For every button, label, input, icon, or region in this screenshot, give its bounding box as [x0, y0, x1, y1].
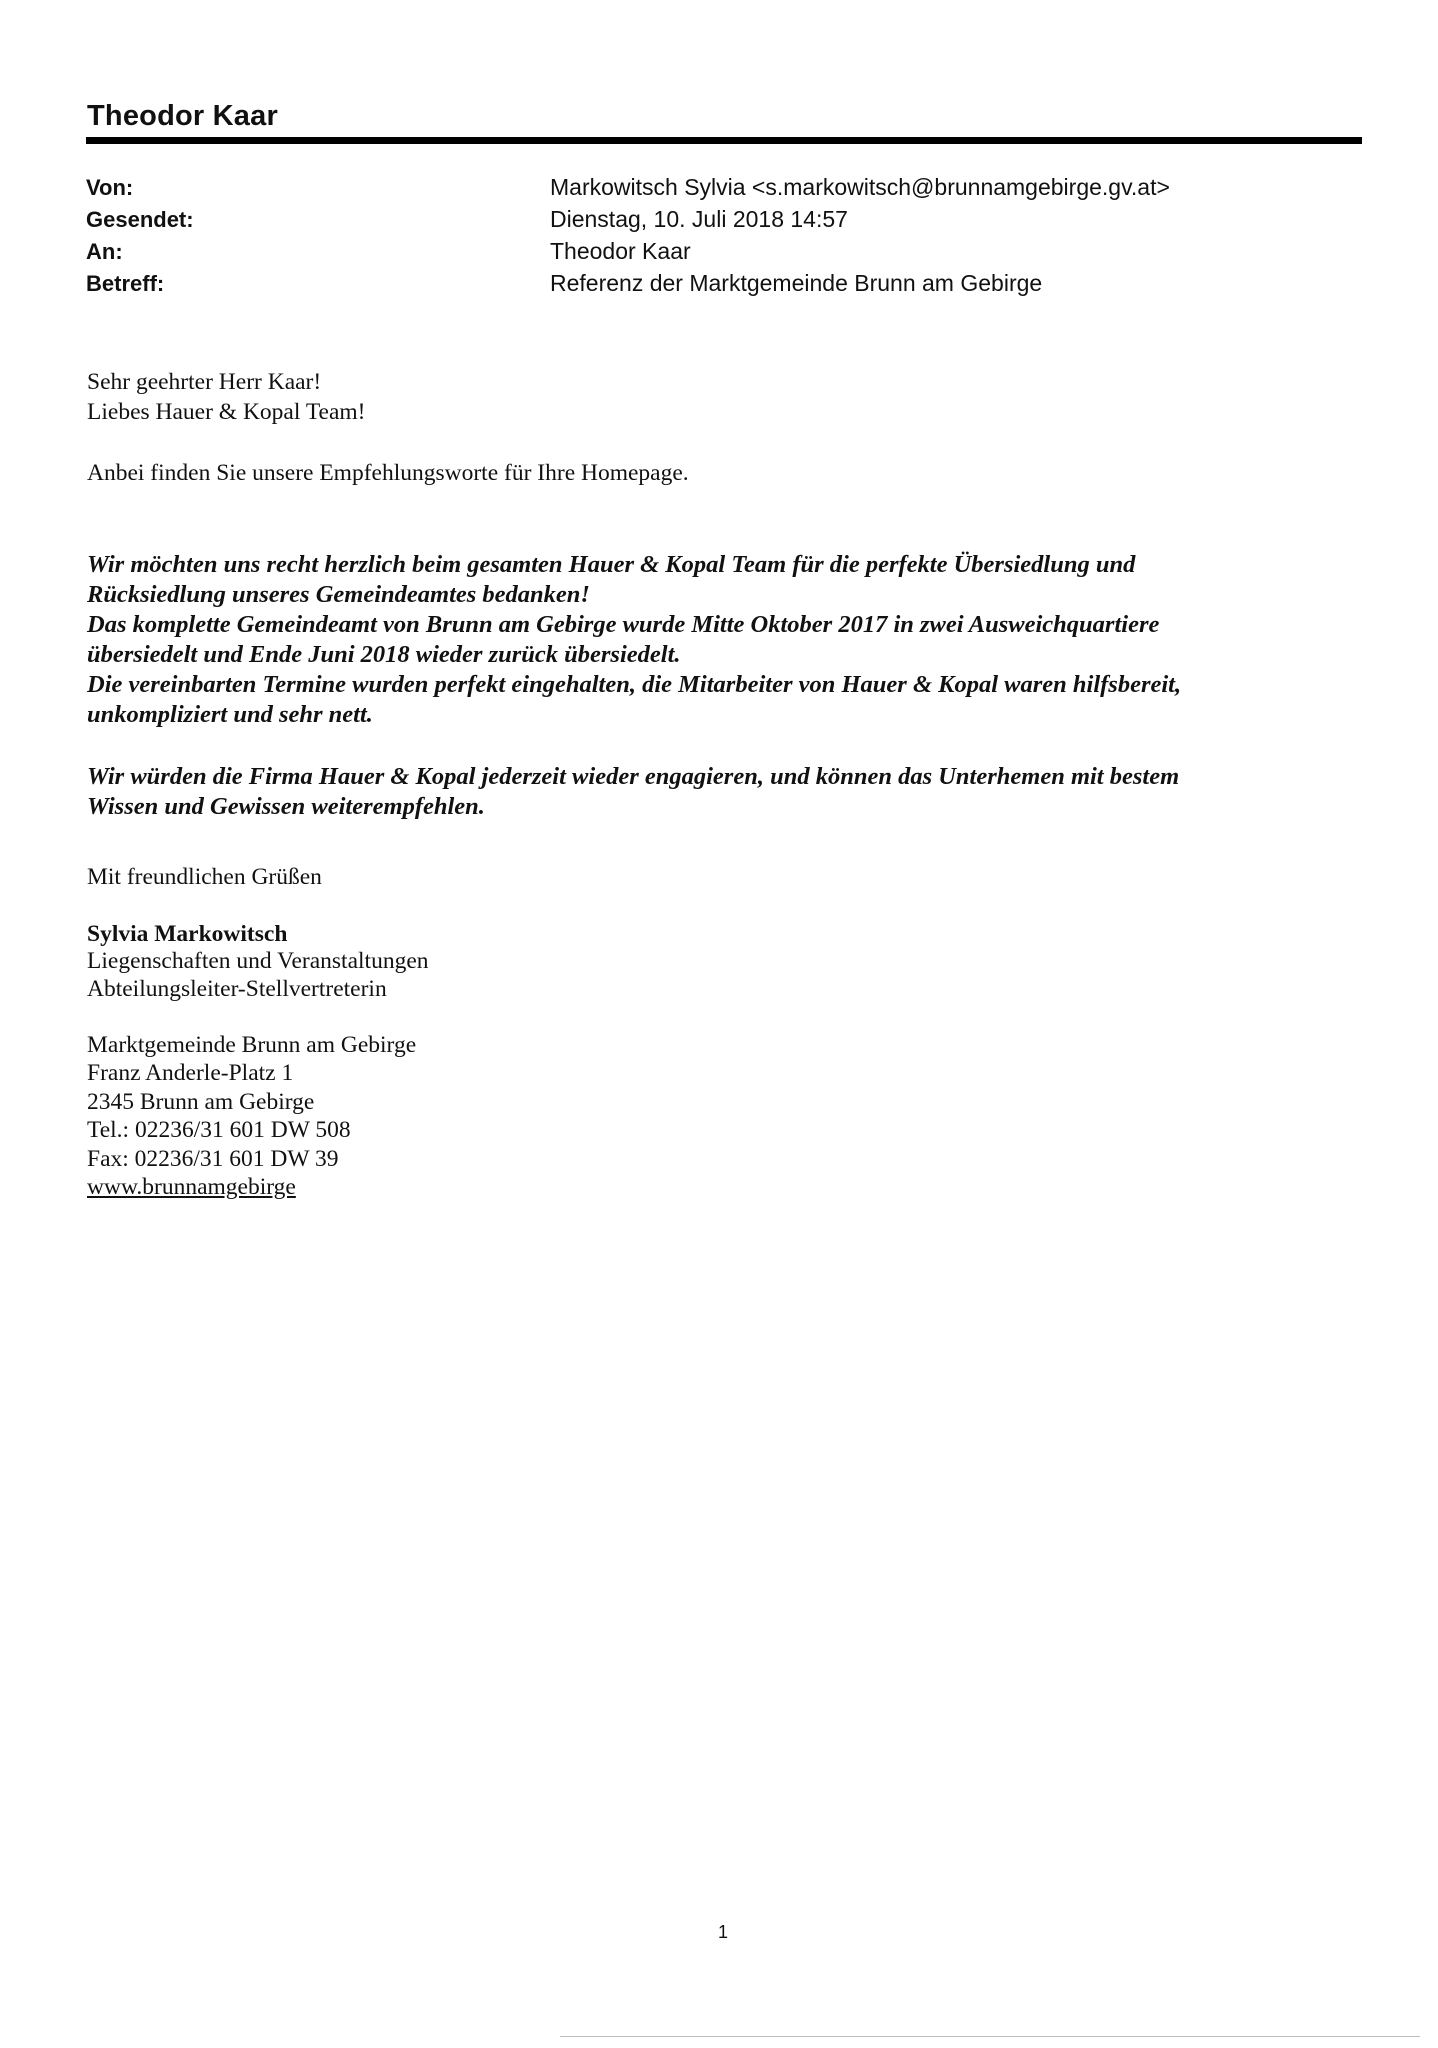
- sent-label: Gesendet:: [86, 207, 194, 232]
- quote-line: Wir würden die Firma Hauer & Kopal jederzeit wieder engagieren, und können das Unterhemen mit bestem: [87, 763, 1180, 790]
- greeting-line-1: Sehr geehrter Herr Kaar!: [87, 369, 322, 395]
- signature-website-link[interactable]: www.brunnamgebirge: [87, 1174, 296, 1200]
- signature-department: Liegenschaften und Veranstaltungen: [87, 948, 429, 974]
- quote-line: Wir möchten uns recht herzlich beim gesamten Hauer & Kopal Team für die perfekte Übersiedlung und: [87, 551, 1136, 578]
- scan-artifact-line: [560, 2036, 1420, 2037]
- to-value: Theodor Kaar: [550, 238, 691, 264]
- greeting-line-2: Liebes Hauer & Kopal Team!: [87, 399, 366, 425]
- subject-value: Referenz der Marktgemeinde Brunn am Gebirge: [550, 270, 1043, 296]
- signature-fax: Fax: 02236/31 601 DW 39: [87, 1146, 339, 1172]
- quote-line: Das komplette Gemeindeamt von Brunn am Gebirge wurde Mitte Oktober 2017 in zwei Ausweichquartiere: [87, 611, 1160, 638]
- quote-line: Rücksiedlung unseres Gemeindeamtes bedanken!: [87, 581, 590, 608]
- signature-street: Franz Anderle-Platz 1: [87, 1060, 294, 1086]
- signature-role: Abteilungsleiter-Stellvertreterin: [87, 976, 387, 1002]
- signature-organization: Marktgemeinde Brunn am Gebirge: [87, 1032, 417, 1058]
- quote-line: unkompliziert und sehr nett.: [87, 701, 373, 728]
- intro-text: Anbei finden Sie unsere Empfehlungsworte für Ihre Homepage.: [87, 460, 689, 486]
- page-number: 1: [718, 1922, 729, 1942]
- quote-line: Wissen und Gewissen weiterempfehlen.: [87, 793, 485, 820]
- signature-name: Sylvia Markowitsch: [87, 921, 288, 947]
- signature-phone: Tel.: 02236/31 601 DW 508: [87, 1117, 351, 1143]
- to-label: An:: [86, 239, 123, 264]
- subject-label: Betreff:: [86, 271, 165, 296]
- header-rule: [86, 137, 1362, 144]
- from-label: Von:: [86, 175, 134, 200]
- sent-value: Dienstag, 10. Juli 2018 14:57: [550, 206, 848, 232]
- quote-line: Die vereinbarten Termine wurden perfekt eingehalten, die Mitarbeiter von Hauer & Kopal waren hilfsbereit,: [87, 671, 1182, 698]
- quote-line: übersiedelt und Ende Juni 2018 wieder zurück übersiedelt.: [87, 641, 681, 668]
- mailbox-owner: Theodor Kaar: [87, 100, 278, 132]
- signature-city: 2345 Brunn am Gebirge: [87, 1089, 315, 1115]
- closing-text: Mit freundlichen Grüßen: [87, 864, 322, 890]
- from-value: Markowitsch Sylvia <s.markowitsch@brunnamgebirge.gv.at>: [550, 174, 1170, 200]
